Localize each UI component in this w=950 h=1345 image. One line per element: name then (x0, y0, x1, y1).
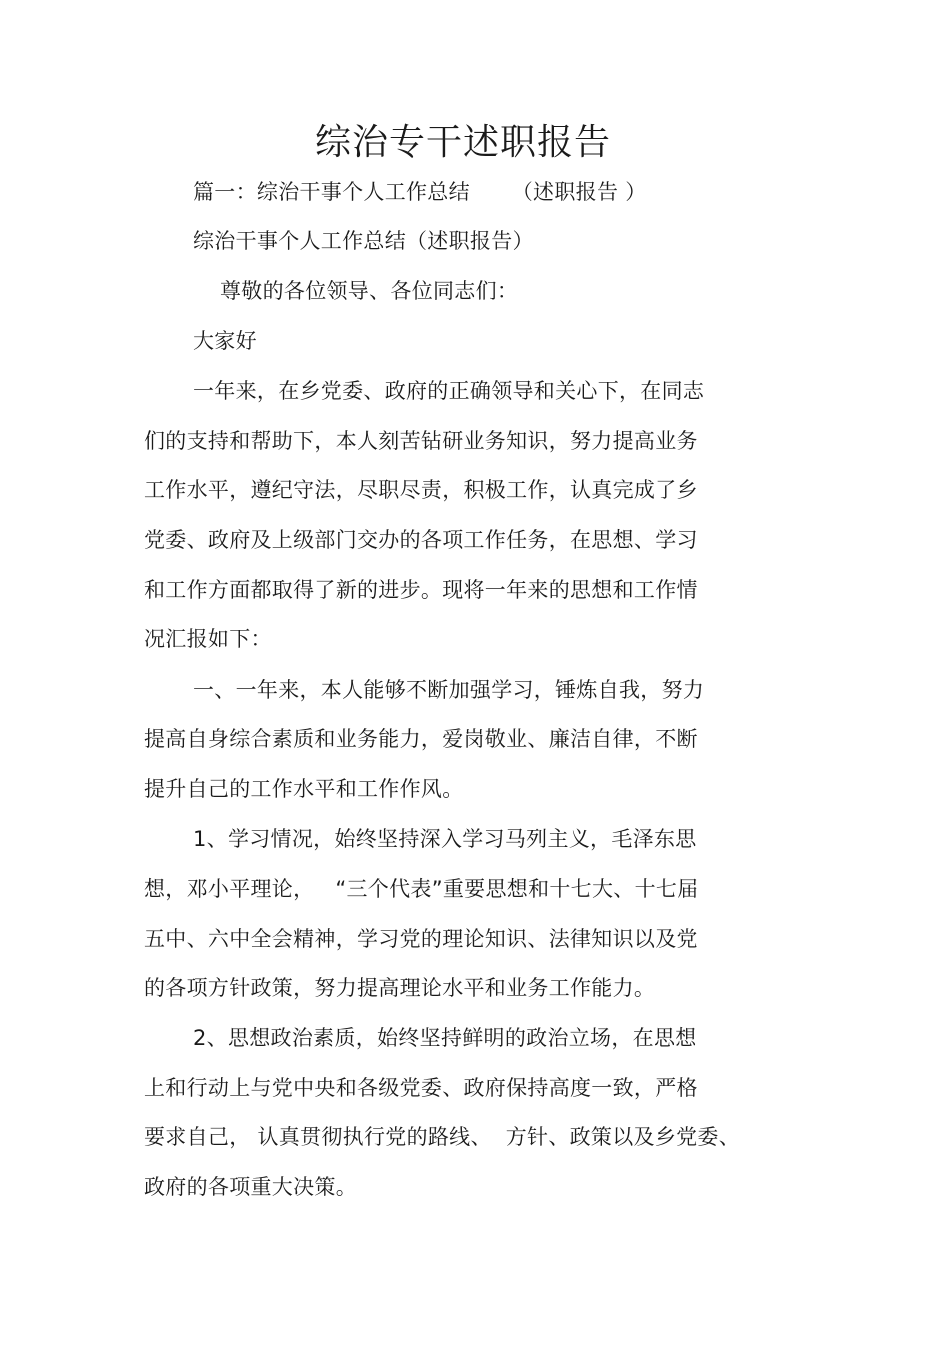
paragraph-4-line: 2、思想政治素质，始终坚持鲜明的政治立场，在思想 (193, 1026, 697, 1050)
paragraph-2-line: 提升自己的工作水平和工作作风。 (144, 777, 464, 801)
paragraph-1-line: 党委、政府及上级部门交办的各项工作任务，在思想、学习 (144, 528, 698, 552)
paragraph-3-line: 的各项方针政策，努力提高理论水平和业务工作能力。 (144, 976, 656, 1000)
paragraph-3-line: 五中、六中全会精神，学习党的理论知识、法律知识以及党 (144, 927, 698, 951)
paragraph-4-line: 政府的各项重大决策。 (144, 1175, 357, 1199)
paragraph-1-line: 况汇报如下： (144, 627, 272, 651)
paragraph-1-line: 们的支持和帮助下，本人刻苦钻研业务知识，努力提高业务 (144, 429, 698, 453)
paragraph-4-line: 上和行动上与党中央和各级党委、政府保持高度一致，严格 (144, 1076, 698, 1100)
paragraph-4-line: 要求自己， 认真贯彻执行党的路线、 方针、政策以及乡党委、 (144, 1125, 741, 1149)
paragraph-1-line: 工作水平，遵纪守法，尽职尽责，积极工作，认真完成了乡 (144, 478, 698, 502)
paragraph-1-line: 一年来，在乡党委、政府的正确领导和关心下，在同志 (193, 379, 705, 403)
paragraph-3-line: 想，邓小平理论， “三个代表”重要思想和十七大、十七届 (144, 877, 699, 901)
subheading-1: 篇一：综治干事个人工作总结 （述职报告 ） (193, 180, 647, 204)
greeting: 大家好 (193, 329, 257, 353)
salutation: 尊敬的各位领导、各位同志们： (220, 279, 519, 303)
paragraph-2-line: 提高自身综合素质和业务能力，爱岗敬业、廉洁自律，不断 (144, 727, 698, 751)
paragraph-2-line: 一、一年来，本人能够不断加强学习，锤炼自我，努力 (193, 678, 705, 702)
paragraph-3-line: 1、学习情况，始终坚持深入学习马列主义，毛泽东思 (193, 827, 697, 851)
paragraph-1-line: 和工作方面都取得了新的进步。现将一年来的思想和工作情 (144, 578, 698, 602)
subheading-2: 综治干事个人工作总结（述职报告） (193, 229, 534, 253)
document-title: 综治专干述职报告 (314, 122, 611, 163)
